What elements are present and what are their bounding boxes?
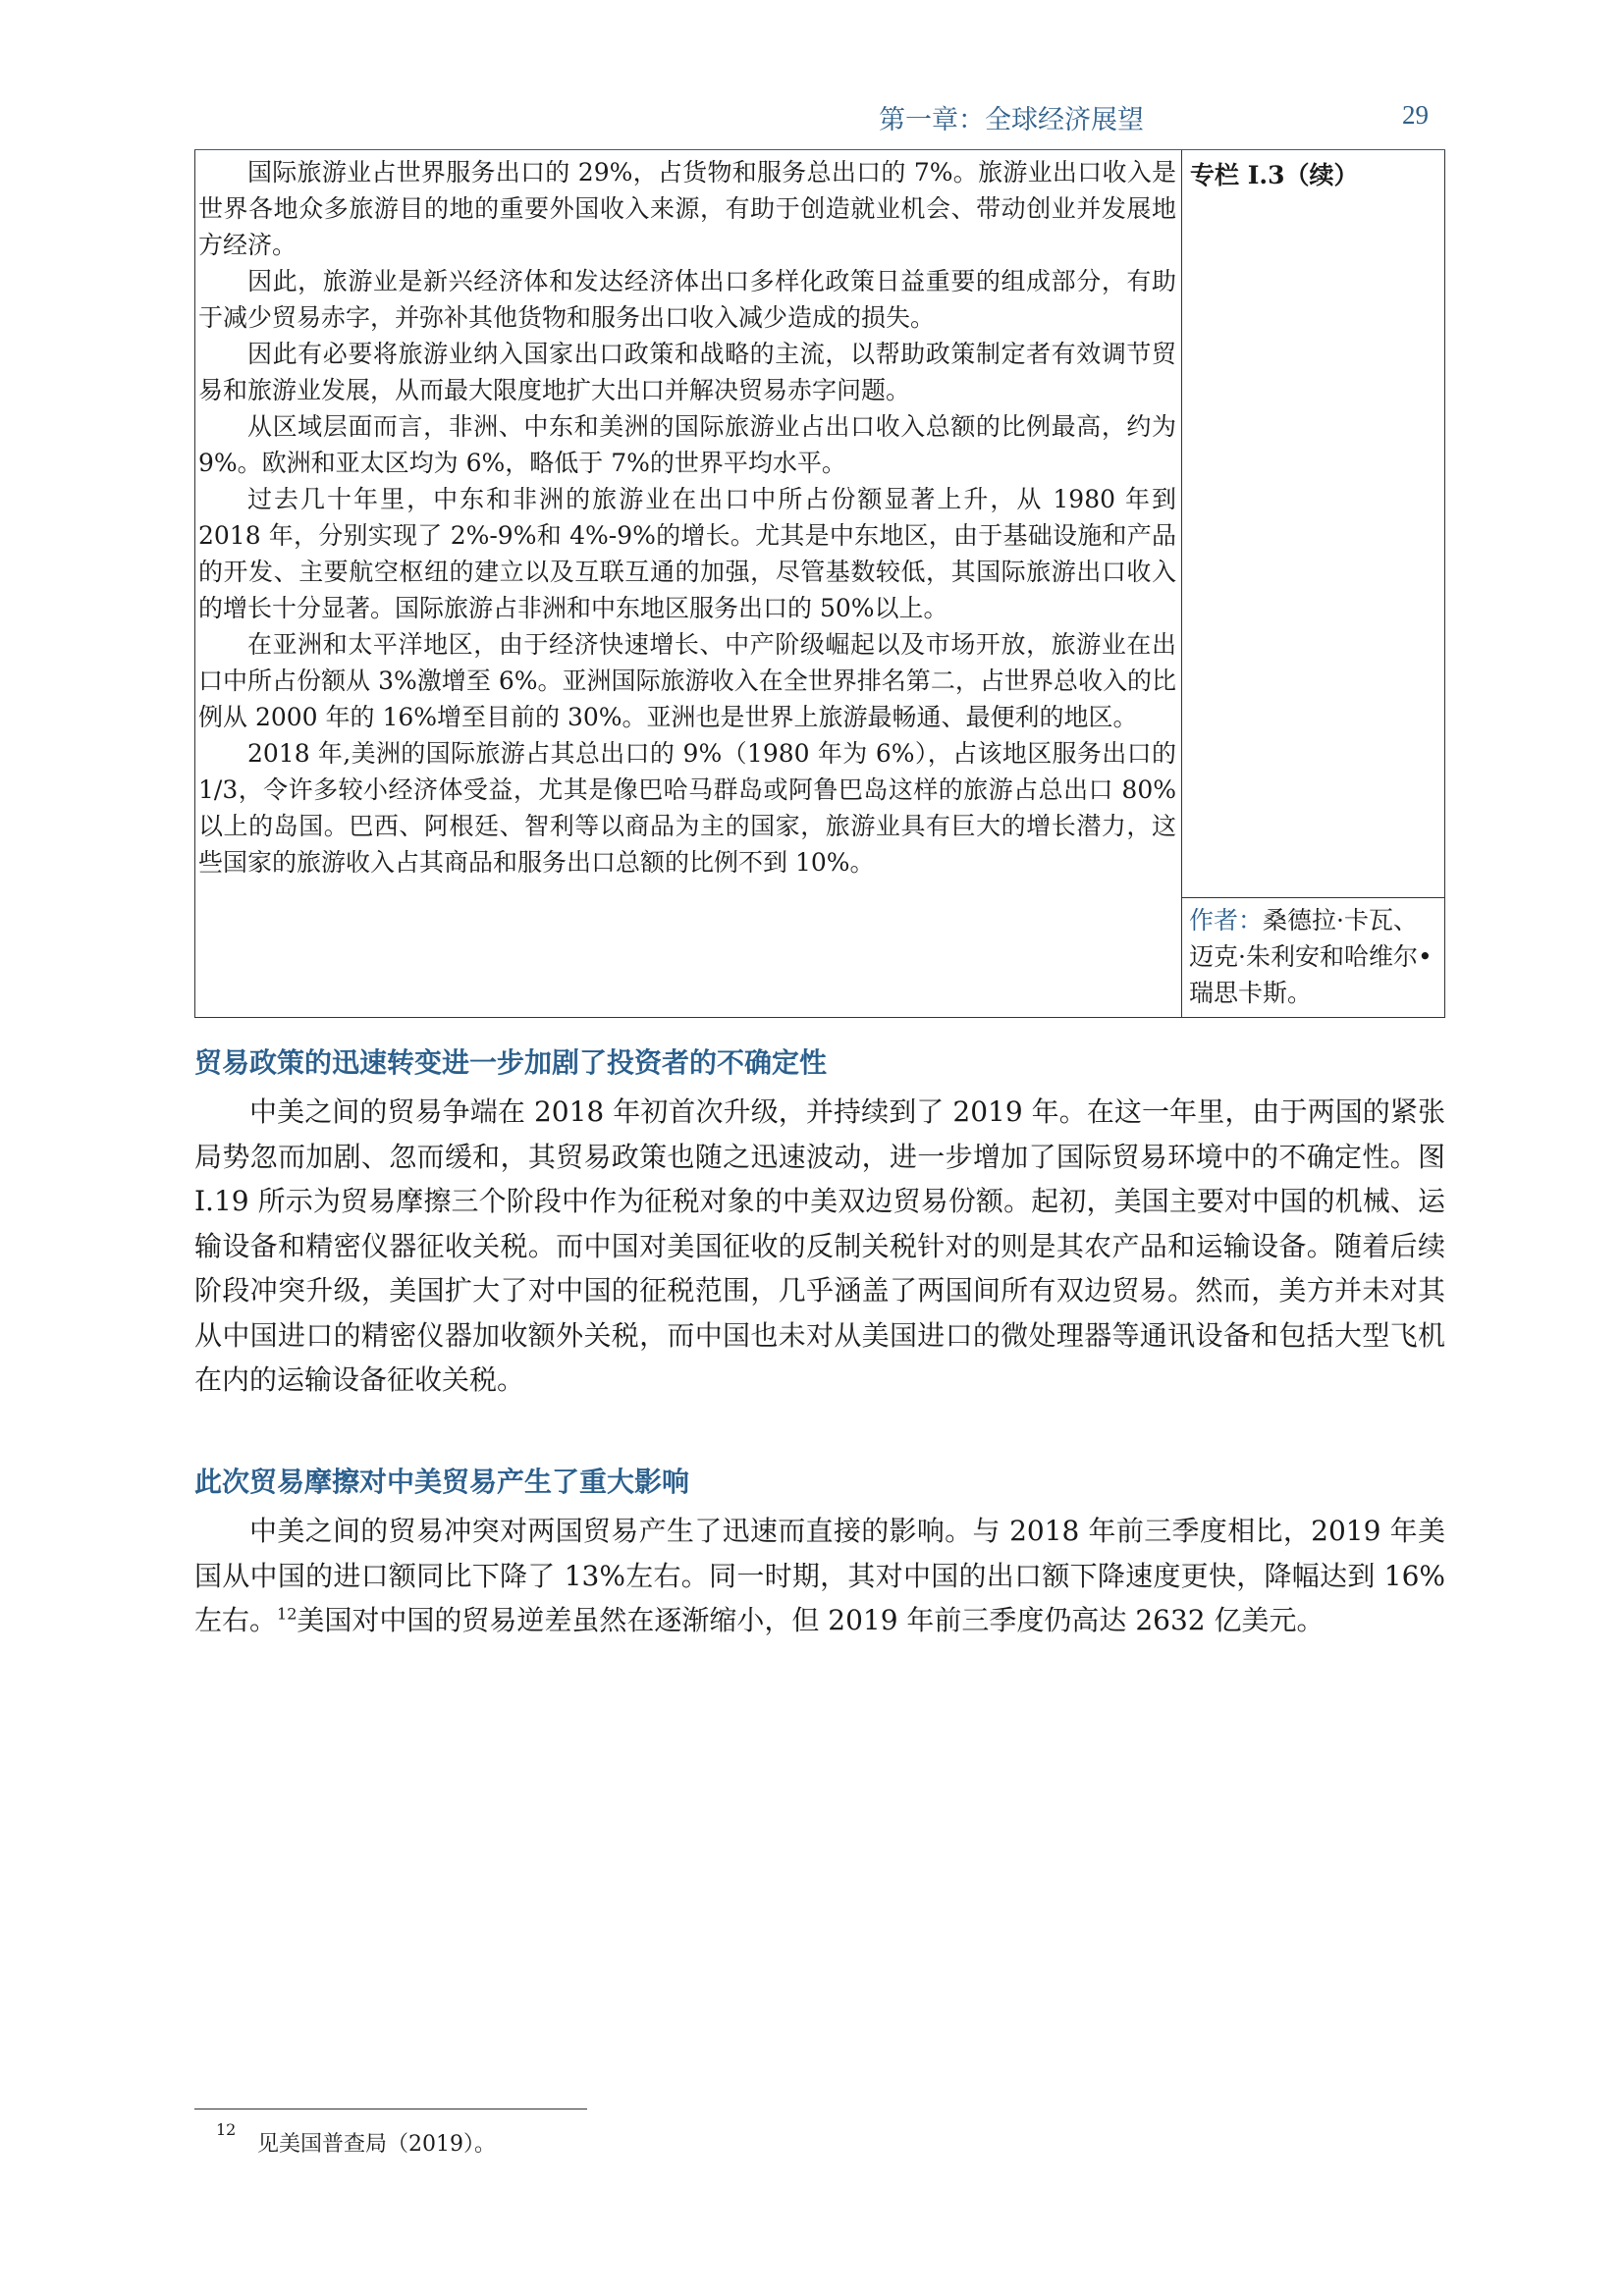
author-label: 作者： (1189, 906, 1264, 934)
section-heading-policy-uncertainty: 贸易政策的迅速转变进一步加剧了投资者的不确定性 (194, 1046, 828, 1079)
body-paragraph (194, 1509, 1445, 1643)
box-paragraph: 过去几十年里，中东和非洲的旅游业在出口中所占份额显著上升，从 1980 年到 2018 年，分别实现了 2%-9%和 4%-9%的增长。尤其是中东地区，由于基础设施和产品的开发、主要航空枢纽的建立以及互联互通的加强，尽管基数较低，其国际旅游出口收入的增长十分显著。国际旅游占非洲和中东地区服务出口的 50%以上。 (198, 485, 1176, 622)
body-text-part2: 美国对中国的贸易逆差虽然在逐渐缩小，但 2019 年前三季度仍高达 2632 亿美元。 (297, 1604, 1325, 1636)
box-paragraph: 因此，旅游业是新兴经济体和发达经济体出口多样化政策日益重要的组成部分，有助于减少贸易赤字，并弥补其他货物和服务出口收入减少造成的损失。 (198, 267, 1176, 332)
section-heading-trade-impact: 此次贸易摩擦对中美贸易产生了重大影响 (194, 1466, 690, 1498)
box-author (1189, 902, 1440, 1011)
footnote-text: 见美国普查局（2019）。 (257, 2132, 496, 2157)
footnote-reference[interactable]: 12 (277, 1604, 298, 1624)
box-paragraph: 在亚洲和太平洋地区，由于经济快速增长、中产阶级崛起以及市场开放，旅游业在出口中所占份额从 3%激增至 6%。亚洲国际旅游收入在全世界排名第二，占世界总收入的比例从 2000 年的 16%增至目前的 30%。亚洲也是世界上旅游最畅通、最便利的地区。 (198, 630, 1176, 731)
box-paragraph: 国际旅游业占世界服务出口的 29%，占货物和服务总出口的 7%。旅游业出口收入是世界各地众多旅游目的地的重要外国收入来源，有助于创造就业机会、带动创业并发展地方经济。 (198, 158, 1176, 259)
body-text-part1: 中美之间的贸易冲突对两国贸易产生了迅速而直接的影响。与 2018 年前三季度相比，2019 年美国从中国的进口额同比下降了 13%左右。同一时期，其对中国的出口额下降速度更快，降幅达到 16%左右。 (194, 1515, 1445, 1636)
section-body-policy-uncertainty (194, 1090, 1445, 1403)
author-rule (1181, 897, 1445, 898)
box-paragraph: 从区域层面而言，非洲、中东和美洲的国际旅游业占出口收入总额的比例最高，约为 9%。欧洲和亚太区均为 6%，略低于 7%的世界平均水平。 (198, 412, 1176, 477)
box-label: 专栏 I.3（续） (1190, 161, 1359, 189)
page-number: 29 (1402, 100, 1429, 130)
footnote-number: 12 (216, 2120, 237, 2139)
body-paragraph: 中美之间的贸易争端在 2018 年初首次升级，并持续到了 2019 年。在这一年里，由于两国的紧张局势忽而加剧、忽而缓和，其贸易政策也随之迅速波动，进一步增加了国际贸易环境中的不确定性。图 I.19 所示为贸易摩擦三个阶段中作为征税对象的中美双边贸易份额。起初，美国主要对中国的机械、运输设备和精密仪器征收关税。而中国对美国征收的反制关税针对的则是其农产品和运输设备。随着后续阶段冲突升级，美国扩大了对中国的征税范围，几乎涵盖了两国间所有双边贸易。然而，美方并未对其从中国进口的精密仪器加收额外关税，而中国也未对从美国进口的微处理器等通讯设备和包括大型飞机在内的运输设备征收关税。 (194, 1095, 1445, 1396)
running-header-chapter: 第一章：全球经济展望 (879, 105, 1144, 135)
box-paragraph: 因此有必要将旅游业纳入国家出口政策和战略的主流，以帮助政策制定者有效调节贸易和旅游业发展，从而最大限度地扩大出口并解决贸易赤字问题。 (198, 340, 1176, 404)
box-paragraph: 2018 年,美洲的国际旅游占其总出口的 9%（1980 年为 6%），占该地区服务出口的 1/3，令许多较小经济体受益，尤其是像巴哈马群岛或阿鲁巴岛这样的旅游占总出口 80%以上的岛国。巴西、阿根廷、智利等以商品为主的国家，旅游业具有巨大的增长潜力，这些国家的旅游收入占其商品和服务出口总额的比例不到 10%。 (198, 739, 1176, 877)
box-body (198, 154, 1176, 881)
section-body-trade-impact (194, 1509, 1445, 1643)
author-names: 桑德拉·卡瓦、迈克·朱利安和哈维尔•瑞思卡斯。 (1189, 906, 1433, 1007)
box-column-divider (1181, 150, 1182, 1018)
